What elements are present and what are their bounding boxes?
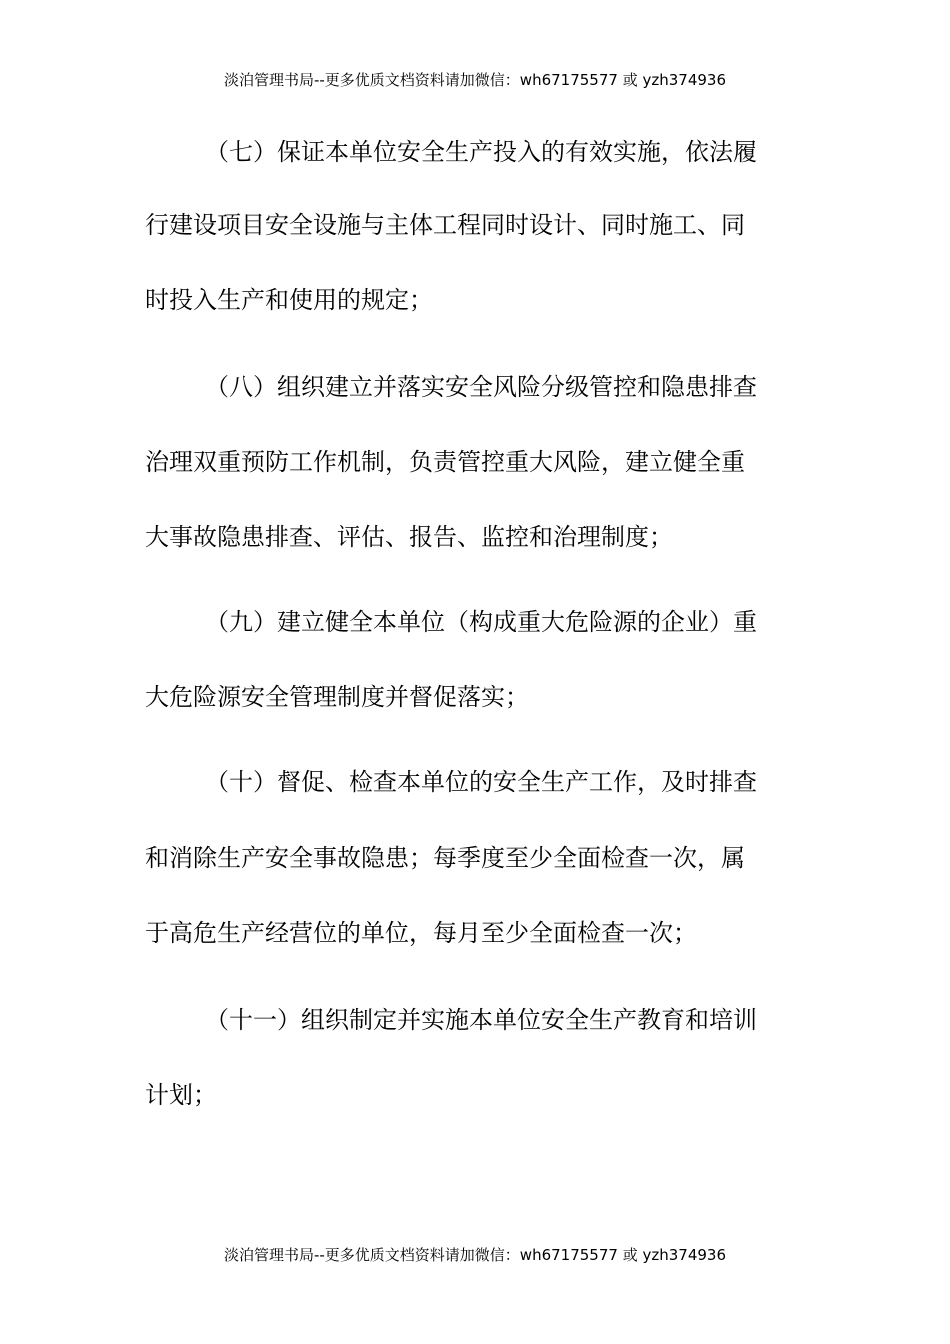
paragraph-8-line-1: （八）组织建立并落实安全风险分级管控和隐患排查 [205, 373, 757, 401]
page-footer: 淡泊管理书局--更多优质文档资料请加微信：wh67175577 或 yzh374936 [223, 1246, 726, 1264]
paragraph-11-line-2: 计划； [145, 1081, 217, 1109]
paragraph-7-line-1: （七）保证本单位安全生产投入的有效实施，依法履 [205, 138, 757, 166]
paragraph-10-line-3: 于高危生产经营位的单位，每月至少全面检查一次； [145, 919, 697, 947]
paragraph-10-line-1: （十）督促、检查本单位的安全生产工作，及时排查 [205, 768, 757, 796]
paragraph-7-line-2: 行建设项目安全设施与主体工程同时设计、同时施工、同 [145, 211, 745, 239]
paragraph-9-line-2: 大危险源安全管理制度并督促落实； [145, 683, 529, 711]
page-header: 淡泊管理书局--更多优质文档资料请加微信：wh67175577 或 yzh374936 [223, 71, 726, 89]
paragraph-9-line-1: （九）建立健全本单位（构成重大危险源的企业）重 [205, 608, 757, 636]
paragraph-8-line-3: 大事故隐患排查、评估、报告、监控和治理制度； [145, 523, 673, 551]
paragraph-7-line-3: 时投入生产和使用的规定； [145, 286, 433, 314]
paragraph-10-line-2: 和消除生产安全事故隐患；每季度至少全面检查一次，属 [145, 844, 745, 872]
paragraph-11-line-1: （十一）组织制定并实施本单位安全生产教育和培训 [205, 1006, 757, 1034]
paragraph-8-line-2: 治理双重预防工作机制，负责管控重大风险，建立健全重 [145, 448, 745, 476]
